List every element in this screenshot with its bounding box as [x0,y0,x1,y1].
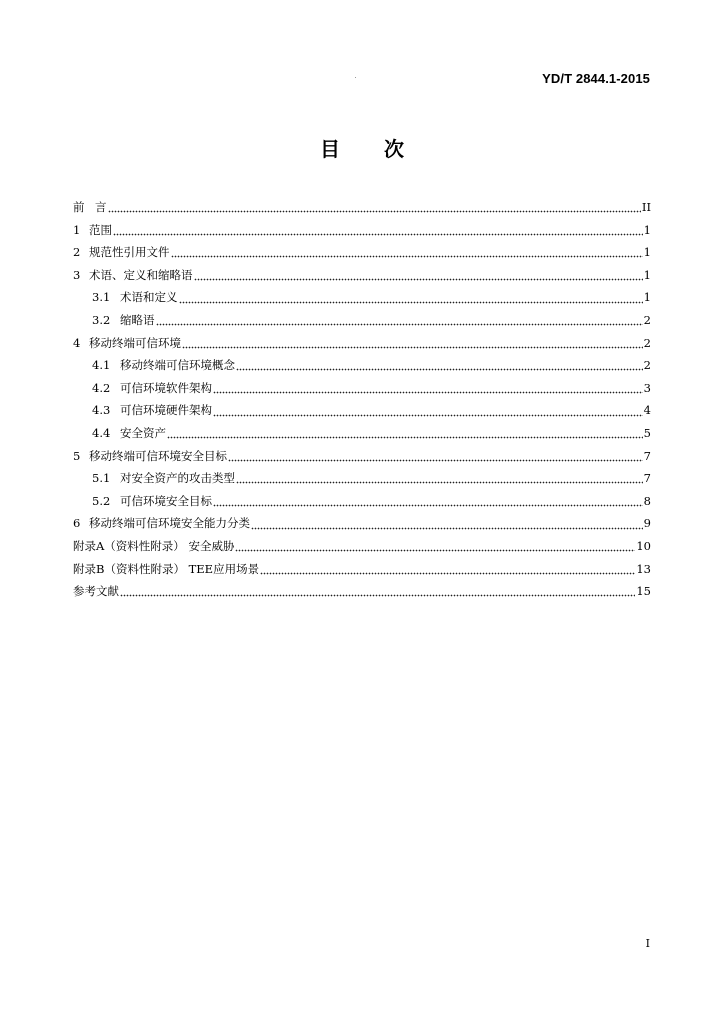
toc-entry-number: 4.3 [92,403,111,418]
toc-dot-leader [251,518,643,530]
toc-entry-page: 15 [636,584,651,599]
toc-dot-leader [156,314,643,326]
toc-entry-number: 3.1 [92,290,111,305]
toc-entry[interactable] [73,558,651,581]
toc-entry-page: 8 [643,493,651,508]
toc-dot-leader [167,427,643,439]
toc-entry-page: II [641,200,651,214]
toc-entry-number: 4.1 [92,358,111,373]
toc-entry-number: 前 [73,200,85,214]
toc-entry-page: 1 [643,245,651,260]
toc-entry-page: 7 [643,448,651,463]
toc-entry-label: 缩略语 [120,312,155,327]
toc-entry-page: 10 [636,538,651,553]
toc-entry[interactable] [73,354,651,377]
toc-entry-number: 5.2 [92,493,111,508]
toc-entry-number: 4 [73,335,81,350]
toc-entry[interactable] [73,399,651,422]
toc-entry[interactable] [73,196,651,219]
toc-dot-leader [260,563,635,575]
toc-entry-label: 规范性引用文件 [89,245,170,260]
toc-entry-label: 附录B（资料性附录） TEE应用场景 [73,561,260,576]
toc-dot-leader [213,405,643,417]
page-number: I [645,937,650,950]
toc-entry-label: 移动终端可信环境概念 [120,358,235,373]
toc-entry-page: 2 [643,335,651,350]
toc-entry[interactable] [73,467,651,490]
toc-entry[interactable] [73,490,651,513]
toc-entry-label: 可信环境软件架构 [120,380,212,395]
toc-entry-number: 1 [73,222,81,237]
toc-entry[interactable] [73,580,651,603]
toc-dot-leader [113,224,643,236]
toc-entry-number: 3.2 [92,312,111,327]
toc-entry-label: 附录A（资料性附录） 安全威胁 [73,538,235,553]
toc-dot-leader [213,495,643,507]
toc-dot-leader [236,359,643,371]
toc-entry-label: 对安全资产的攻击类型 [120,471,235,486]
toc-entry[interactable] [73,512,651,535]
toc-entry-label: 安全资产 [120,425,166,440]
toc-entry[interactable] [73,219,651,242]
toc-entry[interactable] [73,286,651,309]
toc-entry-page: 1 [643,222,651,237]
toc-dot-leader [213,382,643,394]
toc-entry-page: 7 [643,471,651,486]
toc-entry-number: 5 [73,448,81,463]
toc-dot-leader [182,337,643,349]
title-char-2: 次 [384,137,404,161]
toc-entry[interactable] [73,332,651,355]
toc-entry-label: 术语和定义 [120,290,178,305]
toc-entry-page: 13 [636,561,651,576]
toc-dot-leader [108,201,641,213]
toc-entry-number: 6 [73,516,81,531]
toc-entry[interactable] [73,445,651,468]
toc-entry-page: 9 [643,516,651,531]
toc-dot-leader [235,540,635,552]
standard-number: YD/T 2844.1-2015 [542,71,650,86]
toc-entry-page: 1 [643,290,651,305]
toc-entry-label: 移动终端可信环境 [89,335,181,350]
toc-entry[interactable] [73,422,651,445]
toc-entry-label: 范围 [89,222,112,237]
toc-entry-page: 1 [643,267,651,282]
toc-entry[interactable] [73,264,651,287]
toc-entry-label: 言 [95,200,107,214]
toc-dot-leader [171,246,643,258]
toc-entry-label: 可信环境硬件架构 [120,403,212,418]
toc-entry-number: 4.4 [92,425,111,440]
toc-entry[interactable] [73,535,651,558]
toc-entry-page: 2 [643,358,651,373]
toc-entry-page: 5 [643,425,651,440]
toc-entry-page: 4 [643,403,651,418]
toc-entry-page: 3 [643,380,651,395]
toc-entry-label: 术语、定义和缩略语 [89,267,193,282]
table-of-contents [73,196,651,603]
toc-entry-number: 3 [73,267,81,282]
scan-speck [355,77,356,78]
page-title [0,133,724,162]
toc-dot-leader [228,450,643,462]
toc-entry-page: 2 [643,312,651,327]
toc-entry-label: 移动终端可信环境安全目标 [89,448,227,463]
toc-entry[interactable] [73,377,651,400]
toc-entry[interactable] [73,309,651,332]
toc-entry-label: 参考文献 [73,584,119,599]
toc-entry-number: 5.1 [92,471,111,486]
toc-entry-number: 2 [73,245,81,260]
toc-entry-label: 可信环境安全目标 [120,493,212,508]
title-char-1: 目 [320,137,340,161]
toc-dot-leader [194,269,643,281]
toc-entry[interactable] [73,241,651,264]
toc-entry-label: 移动终端可信环境安全能力分类 [89,516,250,531]
toc-entry-number: 4.2 [92,380,111,395]
toc-dot-leader [120,585,635,597]
toc-dot-leader [179,292,643,304]
toc-dot-leader [236,472,643,484]
